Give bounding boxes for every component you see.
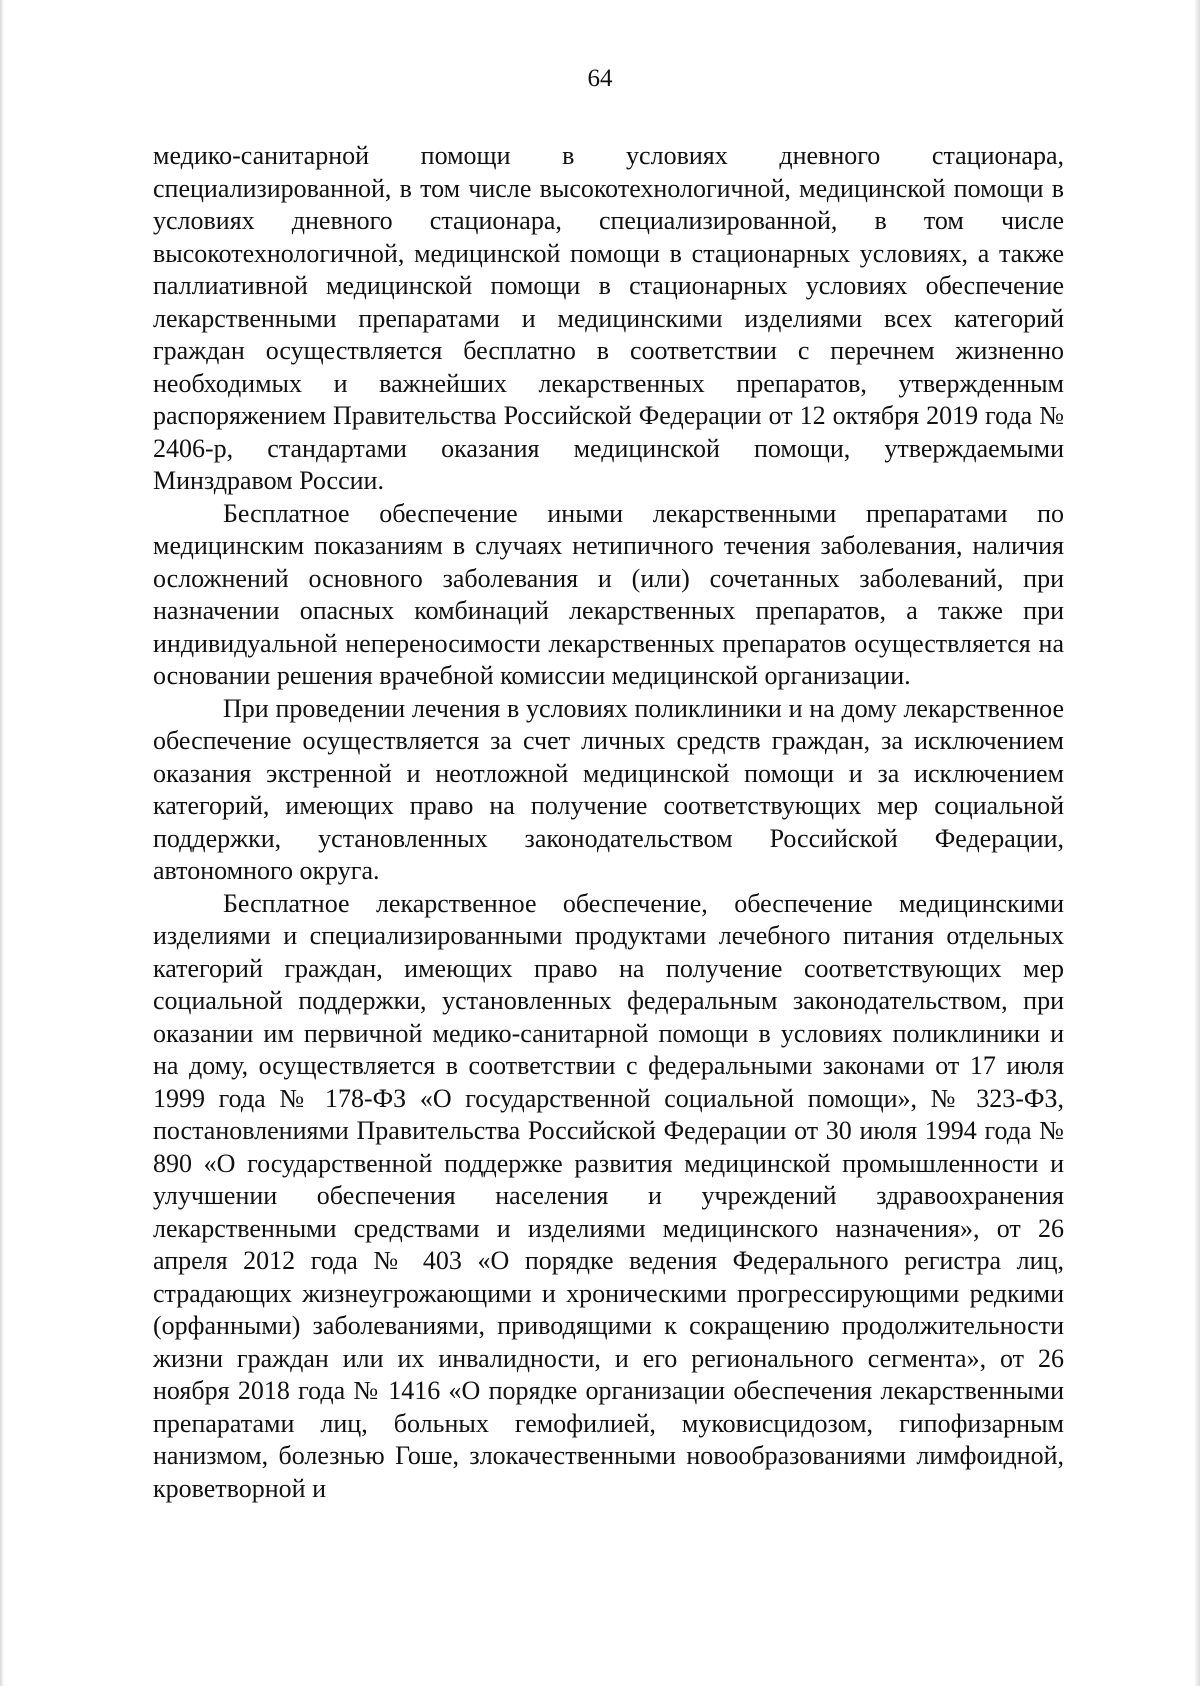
paragraph-free-drug-provision: Бесплатное лекарственное обеспечение, обеспечение медицинскими изделиями и специализированными продуктами лечебного питания отдельных категорий граждан, имеющих право на получение соответствующих мер социальной поддержки, установленных федеральным законодательством, при оказании им первичной медико-санитарной помощи в условиях поликлиники и на дому, осуществляется в соответствии с федеральными законами от 17 июля 1999 года № 178-ФЗ «О государственной социальной помощи», № 323-ФЗ, постановлениями Правительства Российской Федерации от 30 июля 1994 года № 890 «О государственной поддержке развития медицинской промышленности и улучшении обеспечения населения и учреждений здравоохранения лекарственными средствами и изделиями медицинского назначения», от 26 апреля 2012 года № 403 «О порядке ведения Федерального регистра лиц, страдающих жизнеугрожающими и хроническими прогрессирующими редкими (орфанными) заболеваниями, приводящими к сокращению продолжительности жизни граждан или их инвалидности, и его регионального сегмента», от 26 ноября 2018 года № 1416 «О порядке организации обеспечения лекарственными препаратами лиц, больных гемофилией, муковисцидозом, гипофизарным нанизмом, болезнью Гоше, злокачественными новообразованиями лимфоидной, кроветворной и bbox=[153, 888, 1064, 1503]
body-text bbox=[153, 140, 1064, 1505]
paragraph-continuation: медико-санитарной помощи в условиях дневного стационара, специализированной, в том числе высокотехнологичной, медицинской помощи в условиях дневного стационара, специализированной, в том числе высокотехнологичной, медицинской помощи в стационарных условиях, а также паллиативной медицинской помощи в стационарных условиях обеспечение лекарственными препаратами и медицинскими изделиями всех категорий граждан осуществляется бесплатно в соответствии с перечнем жизненно необходимых и важнейших лекарственных препаратов, утвержденным распоряжением Правительства Российской Федерации от 12 октября 2019 года № 2406-р, стандартами оказания медицинской помощи, утверждаемыми Минздравом России. bbox=[153, 141, 1064, 495]
scan-edge-left bbox=[0, 0, 4, 1686]
page-number: 64 bbox=[587, 65, 613, 92]
scan-edge-right bbox=[1194, 0, 1200, 1686]
paragraph-outpatient-treatment: При проведении лечения в условиях поликлиники и на дому лекарственное обеспечение осуществляется за счет личных средств граждан, за исключением оказания экстренной и неотложной медицинской помощи и за исключением категорий, имеющих право на получение соответствующих мер социальной поддержки, установленных законодательством Российской Федерации, автономного округа. bbox=[153, 693, 1064, 885]
paragraph-free-medicines: Бесплатное обеспечение иными лекарственными препаратами по медицинским показаниям в случаях нетипичного течения заболевания, наличия осложнений основного заболевания и (или) сочетанных заболеваний, при назначении опасных комбинаций лекарственных препаратов, а также при индивидуальной непереносимости лекарственных препаратов осуществляется на основании решения врачебной комиссии медицинской организации. bbox=[153, 498, 1064, 690]
